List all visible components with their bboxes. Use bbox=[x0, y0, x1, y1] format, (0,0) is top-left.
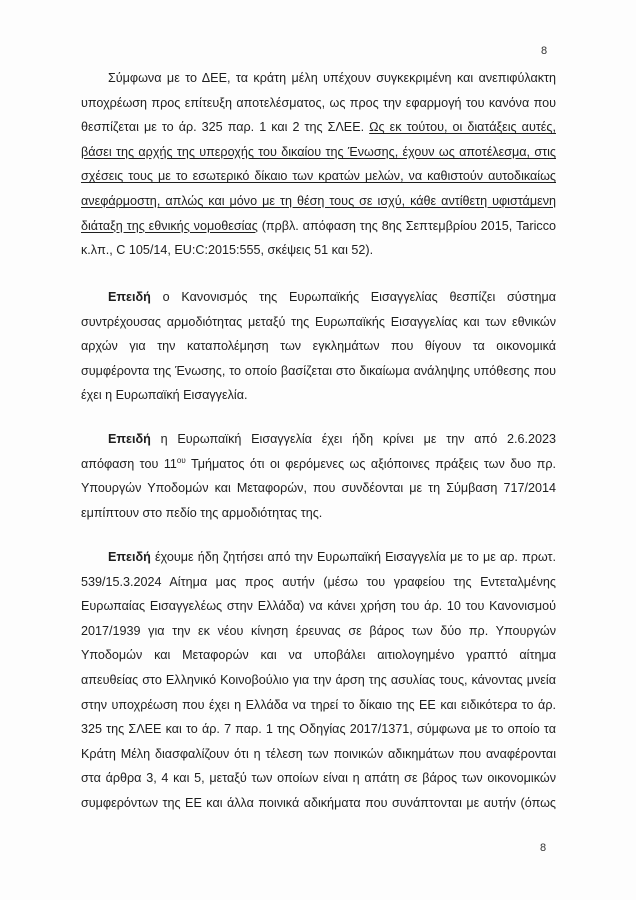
text-line: 539/15.3.2024 Αίτημα μας προς αυτήν (μέσω του γραφείου της Εντεταλμένης bbox=[81, 574, 556, 589]
text-line: στην υποχρέωση που έχει η Ελλάδα να τηρεί το δίκαιο της ΕΕ και ειδικότερα το άρ. bbox=[81, 697, 556, 712]
underlined-line: βάσει της αρχής της υπεροχής του δικαίου της Ένωσης, έχουν ως αποτέλεσμα, στις bbox=[81, 144, 556, 159]
lead-word: Επειδή bbox=[108, 432, 151, 446]
text-line bbox=[81, 545, 556, 570]
text-line: απευθείας στο Ελληνικό Κοινοβούλιο για την άρση της ασυλίας τους, κάνοντας μνεία bbox=[81, 672, 556, 687]
text-line: έχει η Ευρωπαϊκή Εισαγγελία. bbox=[81, 388, 248, 403]
text-line: υποχρέωση προς επίτευξη αποτελέσματος, ως προς την εφαρμογή του κανόνα που bbox=[81, 95, 556, 110]
text-line: αρχών για την καταπολέμηση των εγκλημάτων που θίγουν τα οικονομικά bbox=[81, 339, 556, 354]
lead-word: Επειδή bbox=[108, 290, 151, 304]
text-fragment: (πρβλ. απόφαση της 8ης Σεπτεμβρίου 2015, Taricco bbox=[257, 218, 556, 233]
text-line bbox=[81, 115, 556, 140]
text-fragment: Τμήματος ότι οι φερόμενες ως αξιόποινες πράξεις των δυο πρ. bbox=[185, 456, 556, 471]
text-line: συμφέροντα της Ένωσης, το οποίο βασίζεται στο δικαίωμα ανάληψης υπόθεσης που bbox=[81, 363, 556, 378]
lead-word: Επειδή bbox=[108, 550, 151, 564]
text-line: 325 της ΣΛΕΕ και το άρ. 7 παρ. 1 της Οδηγίας 2017/1371, σύμφωνα με το οποίο τα bbox=[81, 722, 556, 737]
text-line: 2017/1939 για την εκ νέου κίνηση έρευνας σε βάρος των δύο πρ. Υπουργών bbox=[81, 623, 556, 638]
text-line bbox=[81, 427, 556, 452]
paragraph-1 bbox=[81, 66, 556, 263]
text-line bbox=[81, 452, 556, 477]
page-number-bottom: 8 bbox=[540, 842, 547, 854]
text-line bbox=[81, 285, 556, 310]
paragraph-4 bbox=[81, 545, 556, 816]
text-line: συμφερόντων της ΕΕ και άλλα ποινικά αδικήματα που συνάπτονται με αυτήν (όπως bbox=[81, 795, 556, 810]
text-line: συντρέχουσας αρμοδιότητας μεταξύ της Ευρωπαϊκής Εισαγγελίας και των εθνικών bbox=[81, 314, 556, 329]
text-line bbox=[81, 214, 556, 239]
underlined-line: ανεφάρμοστη, απλώς και μόνο με τη θέση τους σε ισχύ, κάθε αντίθετη υφιστάμενη bbox=[81, 193, 556, 208]
page-number-top: 8 bbox=[541, 45, 548, 57]
paragraph-3 bbox=[81, 427, 556, 525]
underlined-text: διάταξη της εθνικής νομοθεσίας bbox=[81, 218, 258, 233]
underlined-line: σχέσεις τους με το εσωτερικό δίκαιο των κρατών μελών, να καθιστούν αυτοδικαίως bbox=[81, 169, 556, 184]
text-line: Σύμφωνα με το ΔΕΕ, τα κράτη μέλη υπέχουν συγκεκριμένη και ανεπιφύλακτη bbox=[108, 71, 556, 85]
text-line: κ.λπ., C 105/14, EU:C:2015:555, σκέψεις 51 και 52). bbox=[81, 243, 374, 258]
paragraph-2 bbox=[81, 285, 556, 408]
text-fragment: θεσπίζεται με το άρ. 325 παρ. 1 και 2 της ΣΛΕΕ. bbox=[81, 120, 370, 135]
text-fragment: έχουμε ήδη ζητήσει από την Ευρωπαϊκή Εισαγγελία με το με αρ. πρωτ. bbox=[150, 550, 556, 564]
text-fragment: απόφαση του 11 bbox=[81, 456, 177, 471]
text-fragment: ο Κανονισμός της Ευρωπαϊκής Εισαγγελίας θεσπίζει σύστημα bbox=[150, 290, 556, 304]
text-fragment: η Ευρωπαϊκή Εισαγγελία έχει ήδη κρίνει με την από 2.6.2023 bbox=[150, 432, 556, 446]
text-line: Υπουργών Υποδομών και Μεταφορών, που συνδέονται με τη Σύμβαση 717/2014 bbox=[81, 481, 556, 496]
text-line: Κράτη Μέλη διασφαλίζουν ότι η τέλεση των ποινικών αδικημάτων που αναφέρονται bbox=[81, 746, 556, 761]
text-line: Υποδομών και Μεταφορών και να υποβάλει αιτιολογημένο γραπτό αίτημα bbox=[81, 648, 556, 663]
text-line: εμπίπτουν στο πεδίο της αρμοδιότητας της. bbox=[81, 505, 323, 520]
text-line: στα άρθρα 3, 4 και 5, μεταξύ των οποίων είναι η απάτη σε βάρος των οικονομικών bbox=[81, 771, 556, 786]
text-line: Ευρωπαίας Εισαγγελέως στην Ελλάδα) να κάνει χρήση του άρ. 10 του Κανονισμού bbox=[81, 599, 556, 614]
superscript: ου bbox=[176, 455, 186, 465]
underlined-text: Ως εκ τούτου, οι διατάξεις αυτές, bbox=[369, 120, 556, 135]
